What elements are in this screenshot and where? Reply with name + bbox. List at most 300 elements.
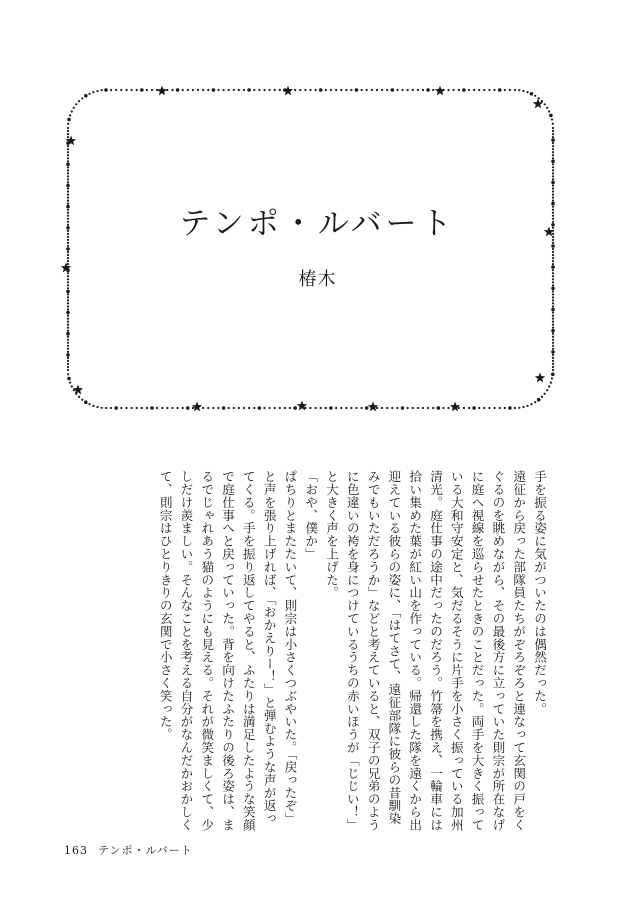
frame-dot	[67, 296, 69, 298]
frame-dot	[202, 407, 204, 409]
frame-dot	[67, 136, 69, 138]
frame-dot	[101, 407, 103, 409]
frame-dot	[552, 318, 554, 320]
frame-dot	[125, 407, 127, 409]
frame-dot	[75, 103, 77, 105]
frame-dot	[504, 89, 506, 91]
page-footer	[64, 842, 203, 858]
frame-dot	[248, 407, 250, 409]
frame-dot	[391, 407, 393, 409]
frame-dot	[552, 178, 554, 180]
frame-dot	[67, 302, 69, 304]
star-icon	[533, 99, 543, 109]
frame-dot	[228, 89, 230, 91]
frame-dot	[294, 89, 296, 91]
frame-dot	[67, 172, 69, 174]
frame-dot	[335, 89, 337, 91]
frame-dot	[552, 348, 554, 350]
frame-dot	[67, 118, 71, 122]
frame-dot	[514, 407, 516, 409]
frame-dot	[458, 407, 460, 409]
frame-dot	[67, 254, 69, 256]
frame-dot	[110, 407, 112, 409]
frame-dot	[530, 92, 534, 96]
frame-dot	[67, 318, 69, 320]
frame-dot	[552, 357, 554, 359]
frame-dot	[504, 407, 506, 409]
frame-dot	[67, 327, 69, 329]
frame-dot	[67, 369, 69, 371]
frame-dot	[548, 385, 550, 387]
frame-dot	[541, 396, 543, 398]
frame-dot	[350, 407, 352, 409]
frame-dot	[207, 89, 209, 91]
frame-dot	[340, 89, 342, 91]
frame-dot	[534, 401, 536, 403]
frame-dot	[552, 321, 554, 323]
frame-dot	[478, 407, 480, 409]
frame-dot	[279, 407, 281, 409]
frame-dot	[552, 142, 554, 144]
frame-dot	[66, 353, 70, 357]
frame-dot	[263, 89, 265, 91]
frame-dot	[432, 407, 434, 409]
frame-dot	[67, 305, 69, 307]
frame-dot	[552, 248, 554, 250]
frame-dot	[468, 89, 470, 91]
paragraph: 手を振る姿に気がついたのは偶然だった。	[532, 470, 547, 716]
star-icon	[435, 86, 445, 96]
frame-dot	[67, 257, 69, 259]
frame-dot	[552, 151, 554, 153]
frame-dot	[177, 407, 179, 409]
frame-dot	[67, 345, 69, 347]
frame-dot	[552, 133, 554, 135]
frame-dot	[161, 407, 163, 409]
frame-dot	[81, 399, 83, 401]
frame-dot	[412, 407, 414, 409]
frame-dot	[365, 406, 369, 410]
frame-dot	[552, 154, 554, 156]
star-icon	[192, 402, 202, 412]
frame-dot	[67, 251, 69, 253]
frame-dot	[552, 296, 554, 298]
frame-dot	[67, 130, 69, 132]
frame-dot	[551, 308, 555, 312]
frame-dot	[552, 184, 554, 186]
frame-dot	[458, 89, 460, 91]
frame-dot	[207, 407, 209, 409]
frame-dot	[552, 327, 554, 329]
frame-dot	[67, 166, 69, 168]
frame-dot	[125, 89, 127, 91]
frame-dot	[494, 407, 496, 409]
frame-dot	[518, 407, 520, 409]
frame-dot	[81, 97, 83, 99]
frame-dot	[552, 336, 554, 338]
frame-dot	[552, 345, 554, 347]
frame-dot	[325, 89, 327, 91]
frame-dot	[417, 89, 419, 91]
frame-dot	[151, 89, 153, 91]
frame-dot	[88, 93, 90, 95]
frame-dot	[552, 354, 554, 356]
frame-dot	[552, 136, 554, 138]
frame-dot	[376, 89, 378, 91]
frame-dot	[345, 407, 347, 409]
frame-dot	[309, 89, 311, 91]
frame-dot	[96, 406, 98, 408]
frame-dot	[355, 407, 357, 409]
frame-dot	[552, 342, 554, 344]
frame-dot	[136, 89, 138, 91]
star-icon	[157, 86, 167, 96]
frame-dot	[171, 407, 173, 409]
frame-dot	[279, 89, 281, 91]
frame-dot	[468, 407, 470, 409]
frame-dot	[550, 382, 552, 384]
frame-dot	[371, 89, 373, 91]
frame-dot	[335, 407, 337, 409]
frame-dot	[284, 407, 286, 409]
frame-dot	[552, 172, 554, 174]
frame-dot	[67, 330, 69, 332]
frame-dot	[537, 398, 541, 402]
frame-dot	[66, 247, 70, 251]
running-title: テンポ・ルバート	[98, 844, 193, 857]
frame-dot	[67, 148, 69, 150]
frame-dot	[552, 299, 554, 301]
frame-dot	[552, 360, 554, 362]
frame-dot	[401, 89, 403, 91]
frame-dot	[67, 151, 69, 153]
frame-dot	[386, 89, 388, 91]
frame-dot	[66, 163, 70, 167]
frame-dot	[407, 89, 409, 91]
frame-dot	[527, 91, 529, 93]
frame-dot	[534, 95, 536, 97]
frame-dot	[320, 407, 322, 409]
frame-dot	[552, 194, 554, 196]
frame-dot	[552, 123, 554, 125]
frame-dot	[473, 89, 475, 91]
frame-dot	[274, 89, 276, 91]
frame-dot	[309, 407, 311, 409]
frame-dot	[66, 184, 70, 188]
frame-dot	[551, 118, 553, 120]
frame-dot	[552, 369, 554, 371]
frame-dot	[150, 406, 154, 410]
frame-dot	[478, 89, 480, 91]
frame-dot	[67, 351, 69, 353]
frame-dot	[422, 89, 424, 91]
frame-dot	[319, 88, 323, 92]
frame-dot	[67, 336, 69, 338]
frame-dot	[551, 373, 555, 377]
frame-dot	[166, 89, 168, 91]
frame-dot	[552, 175, 554, 177]
frame-dot	[166, 407, 168, 409]
frame-dot	[376, 407, 378, 409]
frame-dot	[67, 342, 69, 344]
frame-dot	[136, 407, 138, 409]
frame-dot	[552, 315, 554, 317]
frame-dot	[530, 403, 532, 405]
frame-dot	[551, 181, 555, 185]
frame-dot	[432, 89, 434, 91]
frame-dot	[238, 407, 240, 409]
frame-dot	[104, 88, 108, 92]
frame-dot	[78, 100, 80, 102]
frame-dot	[330, 89, 332, 91]
frame-dot	[71, 110, 73, 112]
frame-dot	[518, 89, 520, 91]
frame-dot	[120, 407, 122, 409]
frame-dot	[552, 251, 554, 253]
frame-dot	[551, 160, 555, 164]
frame-dot	[67, 339, 69, 341]
frame-dot	[67, 357, 69, 359]
frame-dot	[67, 190, 69, 192]
author-name: 椿木	[298, 269, 337, 290]
frame-dot	[202, 89, 204, 91]
frame-dot	[552, 302, 554, 304]
frame-dot	[552, 157, 554, 159]
frame-dot	[171, 89, 173, 91]
star-icon	[450, 402, 460, 412]
frame-dot	[96, 90, 98, 92]
frame-dot	[552, 339, 554, 341]
frame-dot	[551, 377, 553, 379]
frame-dot	[67, 260, 69, 262]
frame-dot	[69, 114, 71, 116]
frame-dot	[212, 88, 216, 92]
frame-dot	[217, 89, 219, 91]
star-icon	[535, 373, 545, 383]
frame-dot	[120, 89, 122, 91]
frame-dot	[447, 407, 449, 409]
frame-dot	[552, 190, 554, 192]
frame-dot	[67, 187, 69, 189]
frame-dot	[182, 407, 184, 409]
frame-dot	[67, 308, 69, 310]
frame-dot	[69, 382, 71, 384]
frame-dot	[483, 89, 485, 91]
frame-dot	[361, 89, 363, 91]
frame-dot	[522, 406, 524, 408]
frame-dot	[186, 406, 190, 410]
frame-dot	[233, 407, 235, 409]
frame-dot	[462, 88, 466, 92]
frame-dot	[233, 89, 235, 91]
frame-dot	[548, 110, 550, 112]
frame-dot	[253, 89, 255, 91]
frame-dot	[67, 154, 69, 156]
frame-dot	[546, 107, 548, 109]
paragraph: 遠征から戻った部隊員たちがぞろぞろと連なって玄関の戸をくぐるのを眺めながら、その最後方に立っていた則宗が所在なげに庭へ視線を巡らせたときのことだった。両手を大きく振っている大和守安定と、気だるそうに片手を小さく振っている加州清光。庭仕事の途中だったのだろう。竹箒を携え、一輪車には拾い集めた葉が紅い山を作っている。帰還した隊を遠くから出迎えている彼らの姿に、「はてさて、遠征部隊に彼らの昔馴染みでもいただろうか」などと考えていると、双子の兄弟のように色違いの袴を身につけているうちの赤いほうが「じじい！」と大きく声を上げた。	[324, 470, 527, 832]
frame-dot	[552, 257, 554, 259]
frame-dot	[228, 407, 230, 409]
frame-dot	[92, 405, 94, 407]
frame-dot	[552, 324, 554, 326]
frame-dot	[412, 89, 414, 91]
frame-dot	[325, 407, 327, 409]
frame-dot	[67, 160, 69, 162]
frame-dot	[114, 406, 118, 410]
frame-dot	[549, 114, 553, 118]
frame-dot	[66, 311, 70, 315]
frame-dot	[426, 88, 430, 92]
frame-dot	[67, 293, 69, 295]
frame-dot	[417, 407, 419, 409]
frame-dot	[197, 89, 199, 91]
frame-dot	[427, 407, 429, 409]
frame-dot	[222, 406, 226, 410]
frame-dot	[552, 166, 554, 168]
frame-dot	[552, 187, 554, 189]
frame-dot	[67, 145, 69, 147]
frame-dot	[396, 89, 398, 91]
frame-dot	[442, 407, 444, 409]
frame-dot	[407, 407, 409, 409]
frame-dot	[71, 385, 73, 387]
frame-dot	[67, 363, 69, 365]
frame-dot	[84, 400, 88, 404]
frame-dot	[67, 127, 69, 129]
frame-dot	[488, 89, 490, 91]
frame-dot	[105, 407, 107, 409]
frame-dot	[67, 245, 69, 247]
frame-dot	[355, 88, 359, 92]
frame-dot	[552, 254, 554, 256]
paragraph: 「おや、僕か」	[303, 470, 319, 561]
frame-dot	[381, 407, 383, 409]
frame-dot	[527, 405, 529, 407]
frame-dot	[66, 332, 70, 336]
frame-dot	[552, 260, 554, 262]
frame-dot	[101, 89, 103, 91]
frame-dot	[488, 407, 490, 409]
star-icon	[73, 385, 83, 395]
frame-dot	[67, 315, 69, 317]
frame-dot	[131, 407, 133, 409]
frame-dot	[67, 123, 69, 125]
frame-dot	[544, 103, 546, 105]
frame-dot	[67, 181, 69, 183]
frame-dot	[243, 407, 245, 409]
frame-dot	[472, 406, 476, 410]
frame-dot	[67, 175, 69, 177]
frame-dot	[366, 89, 368, 91]
frame-dot	[552, 305, 554, 307]
frame-dot	[269, 89, 271, 91]
frame-dot	[110, 89, 112, 91]
frame-dot	[350, 89, 352, 91]
frame-dot	[84, 94, 88, 98]
frame-dot	[361, 407, 363, 409]
frame-dot	[551, 244, 555, 248]
frame-dot	[258, 89, 260, 91]
frame-dot	[146, 407, 148, 409]
frame-dot	[78, 396, 80, 398]
frame-dot	[247, 88, 251, 92]
frame-dot	[187, 89, 189, 91]
story-body	[79, 470, 549, 835]
frame-dot	[67, 299, 69, 301]
frame-dot	[552, 148, 554, 150]
frame-dot	[67, 321, 69, 323]
frame-dot	[509, 89, 511, 91]
frame-dot	[453, 89, 455, 91]
frame-dot	[552, 333, 554, 335]
frame-dot	[115, 89, 117, 91]
frame-dot	[293, 406, 297, 410]
frame-dot	[192, 89, 194, 91]
frame-dot	[422, 407, 424, 409]
star-icon	[283, 86, 293, 96]
frame-dot	[67, 366, 69, 368]
frame-dot	[67, 157, 69, 159]
frame-dot	[263, 407, 265, 409]
frame-dot	[192, 407, 194, 409]
frame-dot	[315, 407, 317, 409]
frame-dot	[386, 407, 388, 409]
frame-dot	[67, 360, 69, 362]
frame-dot	[140, 88, 144, 92]
frame-dot	[552, 145, 554, 147]
frame-dot	[551, 350, 555, 354]
frame-dot	[552, 130, 554, 132]
page-number: 163	[64, 844, 88, 857]
frame-dot	[315, 89, 317, 91]
frame-dot	[551, 138, 555, 142]
frame-dot	[289, 407, 291, 409]
frame-dot	[552, 293, 554, 295]
frame-dot	[304, 89, 306, 91]
frame-dot	[329, 406, 333, 410]
frame-dot	[463, 407, 465, 409]
frame-dot	[498, 88, 502, 92]
frame-dot	[67, 377, 71, 381]
frame-dot	[223, 89, 225, 91]
frame-dot	[67, 373, 69, 375]
frame-dot	[274, 407, 276, 409]
frame-dot	[541, 100, 543, 102]
frame-dot	[92, 91, 94, 93]
frame-dot	[131, 89, 133, 91]
frame-dot	[67, 194, 69, 196]
frame-dot	[146, 89, 148, 91]
frame-dot	[176, 88, 180, 92]
frame-dot	[546, 389, 548, 391]
frame-dot	[345, 89, 347, 91]
frame-dot	[552, 163, 554, 165]
frame-dot	[391, 88, 395, 92]
frame-dot	[552, 169, 554, 171]
star-icon	[368, 402, 378, 412]
frame-dot	[238, 89, 240, 91]
frame-dot	[182, 89, 184, 91]
frame-dot	[396, 407, 398, 409]
frame-dot	[67, 178, 69, 180]
frame-dot	[67, 133, 69, 135]
frame-dot	[552, 366, 554, 368]
frame-dot	[258, 406, 262, 410]
frame-dot	[437, 406, 441, 410]
frame-dot	[67, 169, 69, 171]
frame-dot	[552, 311, 554, 313]
frame-dot	[552, 363, 554, 365]
